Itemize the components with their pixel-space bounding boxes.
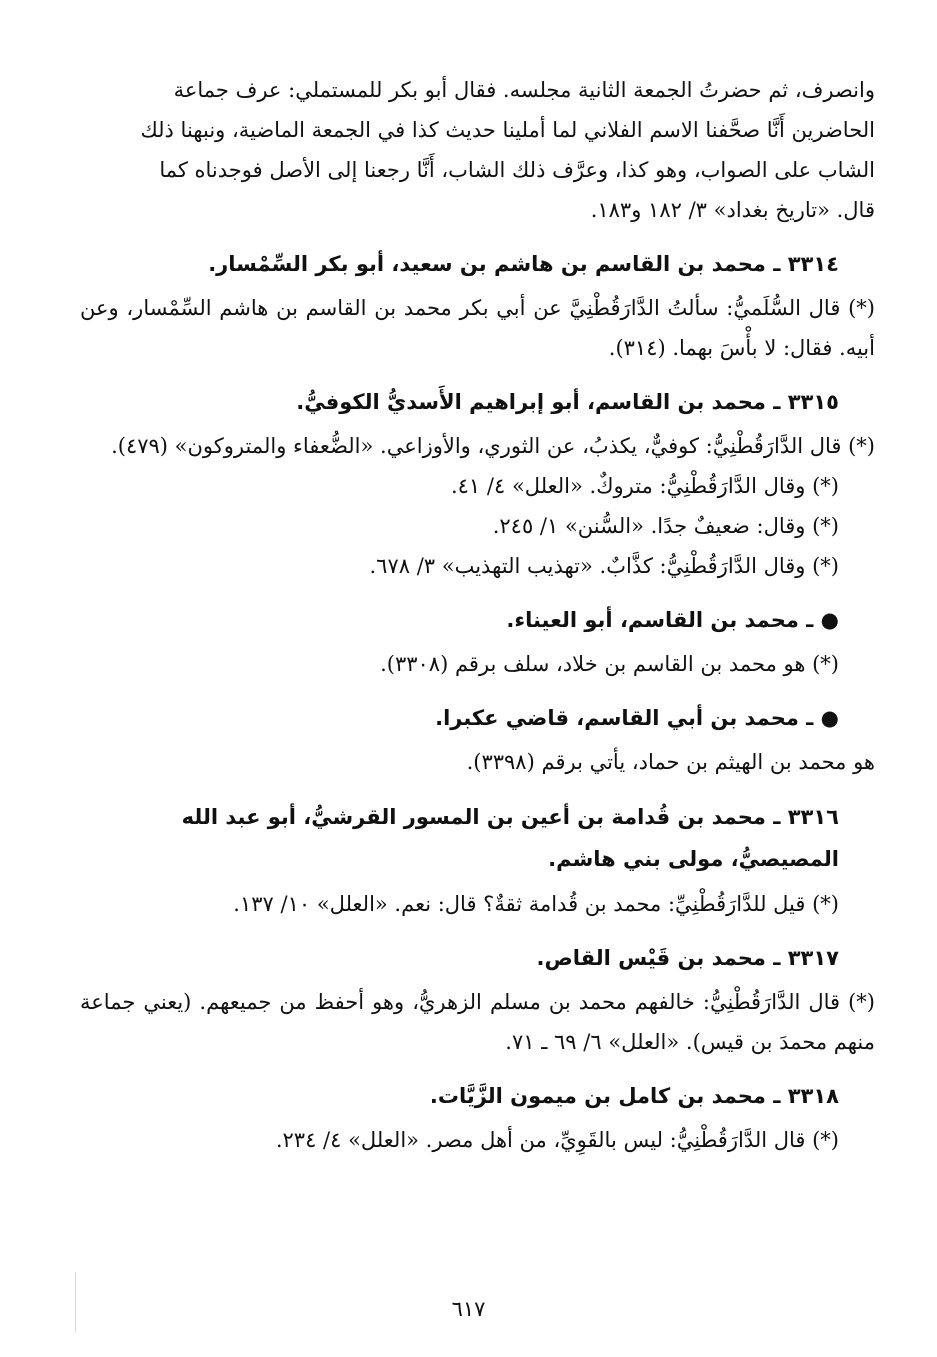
- entry-note: (*) قال الدَّارَقُطْنِيُّ: كوفيٌّ، يكذبُ، عن الثوري، والأوزاعي. «الضُّعفاء والمتروكون» (٤٧٩).: [111, 434, 875, 458]
- cross-reference-abu-al-ayna: [80, 600, 875, 684]
- entry-heading: ٣٣١٤ ـ محمد بن القاسم بن هاشم بن سعيد، أبو بكر السِّمْسار.: [208, 252, 839, 276]
- entry-3317: [80, 938, 875, 1062]
- entry-heading: ٣٣١٥ ـ محمد بن القاسم، أبو إبراهيم الأَسديُّ الكوفيُّ.: [296, 390, 839, 414]
- entry-heading: ٣٣١٨ ـ محمد بن كامل بن ميمون الزَّيَّات.: [429, 1084, 839, 1108]
- text-line: وانصرف، ثم حضرتُ الجمعة الثانية مجلسه. فقال أبو بكر للمستملي: عرف جماعة: [173, 78, 875, 102]
- entry-note: هو محمد بن الهيثم بن حماد، يأتي برقم (٣٣٩٨).: [466, 750, 875, 774]
- entry-note: (*) وقال الدَّارَقُطْنِيُّ: كذَّابٌ. «تهذيب التهذيب» ٣/ ٦٧٨.: [369, 554, 839, 578]
- entry-heading: ٣٣١٧ ـ محمد بن قَيْس القاص.: [536, 946, 839, 970]
- entry-note: (*) قال الدَّارَقُطْنِيُّ: خالفهم محمد بن مسلم الزهريُّ، وهو أحفظ من جميعهم. (يعني جماعة منهم محمدَ بن قيس). «العلل» ٦/ ٦٩ ـ ٧١.: [80, 990, 875, 1054]
- entry-3318: [80, 1076, 875, 1160]
- entry-heading: ● ـ محمد بن أبي القاسم، قاضي عكبرا.: [435, 706, 839, 730]
- entry-3316: [80, 796, 875, 924]
- entry-3314: [80, 244, 875, 368]
- text-line: الحاضرين أَنَّا صحَّفنا الاسم الفلاني لما أملينا حديث كذا في الجمعة الماضية، ونبهنا ذلك: [140, 118, 875, 142]
- entry-heading: ٣٣١٦ ـ محمد بن قُدامة بن أعين بن المسور القرشيُّ، أبو عبد الله المصيصيُّ، مولى بني هاشم.: [181, 805, 839, 871]
- cross-reference-qadi-ukbara: [80, 698, 875, 782]
- intro-paragraph: [80, 70, 875, 230]
- page-body: [80, 70, 875, 1160]
- entry-3315: [80, 382, 875, 586]
- entry-note: (*) هو محمد بن القاسم بن خلاد، سلف برقم (٣٣٠٨).: [380, 652, 839, 676]
- text-line: الشاب على الصواب، وهو كذا، وعرَّف ذلك الشاب، أَنَّا رجعنا إلى الأصل فوجدناه كما: [159, 158, 875, 182]
- entry-note: (*) وقال الدَّارَقُطْنِيُّ: متروكٌ. «العلل» ٤/ ٤١.: [450, 474, 839, 498]
- entry-note: (*) وقال: ضعيفٌ جدًا. «السُّنن» ١/ ٢٤٥.: [492, 514, 839, 538]
- entry-note: (*) قال الدَّارَقُطْنِيُّ: ليس بالقَوِيِّ، من أهل مصر. «العلل» ٤/ ٢٣٤.: [275, 1128, 839, 1152]
- entry-note: (*) قيل للدَّارَقُطْنِيِّ: محمد بن قُدامة ثقةٌ؟ قال: نعم. «العلل» ١٠/ ١٣٧.: [233, 892, 839, 916]
- page-number: ٦١٧: [451, 1297, 486, 1321]
- entry-note: (*) قال السُّلَميُّ: سألتُ الدَّارَقُطْنِيَّ عن أبي بكر محمد بن القاسم بن هاشم السِّمْسار، وعن أبيه. فقال: لا بأْسَ بهما. (٣١٤).: [80, 296, 875, 360]
- text-line: قال. «تاريخ بغداد» ٣/ ١٨٢ و١٨٣.: [590, 198, 875, 222]
- entry-heading: ● ـ محمد بن القاسم، أبو العيناء.: [506, 608, 839, 632]
